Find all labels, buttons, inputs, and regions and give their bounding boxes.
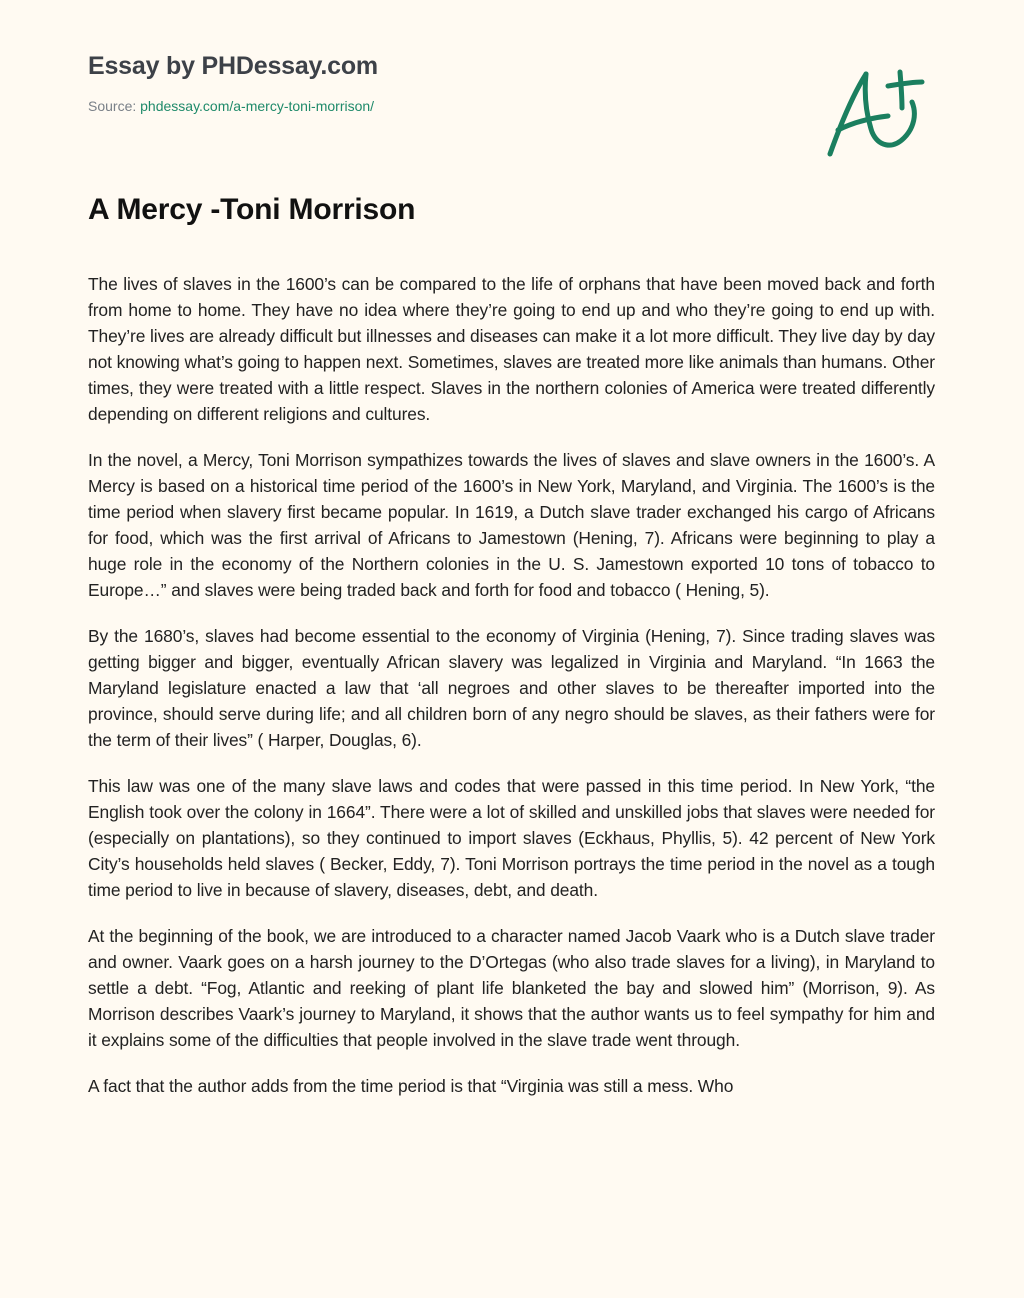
- essay-paragraph: A fact that the author adds from the time period is that “Virginia was still a mess. Who: [88, 1076, 734, 1096]
- site-title: Essay by PHDessay.com: [88, 52, 378, 80]
- essay-paragraph: The lives of slaves in the 1600’s can be compared to the life of orphans that have been moved back and forth from home to home. They have no idea where they’re going to end up and who they’re going to end up with. They’re lives are already difficult but illnesses and diseases can make it a lot more difficult. They live day by day not knowing what’s going to happen next. Sometimes, slaves are treated more like animals than humans. Other times, they were treated with a little respect. Slaves in the northern colonies of America were treated differently depending on different religions and cultures.: [88, 274, 935, 424]
- essay-body: [88, 271, 935, 1119]
- source-line: [88, 97, 378, 115]
- document-title: A Mercy -Toni Morrison: [88, 193, 416, 226]
- essay-paragraph: At the beginning of the book, we are introduced to a character named Jacob Vaark who is a Dutch slave trader and owner. Vaark goes on a harsh journey to the D’Ortegas (who also trade slaves for a living), in Maryland to settle a debt. “Fog, Atlantic and reeking of plant life blanketed the bay and slowed him” (Morrison, 9). As Morrison describes Vaark’s journey to Maryland, it shows that the author wants us to feel sympathy for him and it explains some of the difficulties that people involved in the slave trade went through.: [88, 926, 935, 1050]
- source-label: Source:: [88, 98, 137, 114]
- source-link[interactable]: phdessay.com/a-mercy-toni-morrison/: [140, 98, 375, 114]
- site-header: [88, 50, 378, 115]
- essay-paragraph: This law was one of the many slave laws and codes that were passed in this time period. In New York, “the English took over the colony in 1664”. There were a lot of skilled and unskilled jobs that slaves were needed for (especially on plantations), so they continued to import slaves (Eckhaus, Phyllis, 5). 42 percent of New York City’s households held slaves ( Becker, Eddy, 7). Toni Morrison portrays the time period in the novel as a tough time period to live in because of slavery, diseases, debt, and death.: [88, 776, 935, 900]
- essay-paragraph: In the novel, a Mercy, Toni Morrison sympathizes towards the lives of slaves and slave owners in the 1600’s. A Mercy is based on a historical time period of the 1600’s in New York, Maryland, and Virginia. The 1600’s is the time period when slavery first became popular. In 1619, a Dutch slave trader exchanged his cargo of Africans for food, which was the first arrival of Africans to Jamestown (Hening, 7). Africans were beginning to play a huge role in the economy of the Northern colonies in the U. S. Jamestown exported 10 tons of tobacco to Europe…” and slaves were being traded back and forth for food and tobacco ( Hening, 5).: [88, 450, 935, 600]
- a-plus-grade-icon: [822, 62, 932, 162]
- essay-paragraph: By the 1680’s, slaves had become essential to the economy of Virginia (Hening, 7). Since trading slaves was getting bigger and bigger, eventually African slavery was legalized in Virginia and Maryland. “In 1663 the Maryland legislature enacted a law that ‘all negroes and other slaves to be thereafter imported into the province, should serve during life; and all children born of any negro should be slaves, as their fathers were for the term of their lives” ( Harper, Douglas, 6).: [88, 626, 935, 750]
